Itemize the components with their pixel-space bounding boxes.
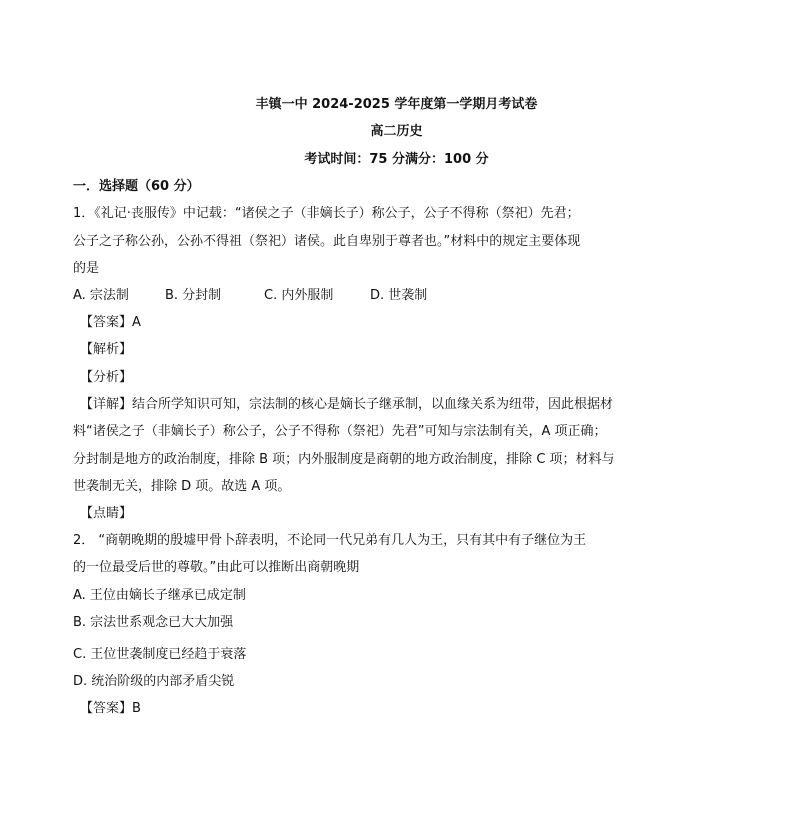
q1-dianjing-label: 【点睛】 <box>80 506 133 521</box>
q1-option-a: A. 宗法制 <box>73 288 129 303</box>
q2-option-c: C. 王位世袭制度已经趋于衰落 <box>73 647 247 662</box>
q1-option-b: B. 分封制 <box>165 288 222 303</box>
section-heading: 一．选择题（60 分） <box>73 179 200 194</box>
exam-info: 考试时间：75 分满分：100 分 <box>304 152 489 167</box>
subject-title: 高二历史 <box>370 124 423 139</box>
q2-answer: 【答案】B <box>80 701 141 716</box>
q1-detail-line2: 料“诸侯之子（非嫡长子）称公子，公子不得称（祭祀）先君”可知与宗法制有关，A 项正确； <box>73 424 607 439</box>
q1-text-line2: 公子之子称公孙，公孙不得祖（祭祀）诸侯。此自卑别于尊者也。”材料中的规定主要体现 <box>73 234 581 249</box>
q1-option-c: C. 内外服制 <box>264 288 334 303</box>
q2-text-line1: 2． “商朝晚期的殷墟甲骨卜辞表明，不论同一代兄弟有几人为王，只有其中有子继位为王 <box>73 533 587 548</box>
q2-option-b: B. 宗法世系观念已大大加强 <box>73 615 234 630</box>
q1-answer: 【答案】A <box>80 315 141 330</box>
q2-text-line2: 的一位最受后世的尊敬。”由此可以推断出商朝晚期 <box>73 560 360 575</box>
q1-option-d: D. 世袭制 <box>370 288 428 303</box>
q1-detail-line3: 分封制是地方的政治制度，排除 B 项；内外服制度是商朝的地方政治制度，排除 C 项；材料与 <box>73 452 615 467</box>
q1-text-line3: 的是 <box>73 261 100 276</box>
exam-title: 丰镇一中 2024-2025 学年度第一学期月考试卷 <box>255 97 538 112</box>
q2-option-a: A. 王位由嫡长子继承已成定制 <box>73 588 246 603</box>
q2-option-d: D. 统治阶级的内部矛盾尖锐 <box>73 674 235 689</box>
q1-fenxi-label: 【分析】 <box>80 370 133 385</box>
q1-detail-line1: 【详解】结合所学知识可知，宗法制的核心是嫡长子继承制，以血缘关系为纽带，因此根据材 <box>80 397 614 412</box>
q1-analysis-label: 【解析】 <box>80 342 133 357</box>
q1-text-line1: 1．《礼记·丧服传》中记载：“诸侯之子（非嫡长子）称公子，公子不得称（祭祀）先君； <box>73 206 580 221</box>
q1-detail-line4: 世袭制无关，排除 D 项。故选 A 项。 <box>73 479 291 494</box>
